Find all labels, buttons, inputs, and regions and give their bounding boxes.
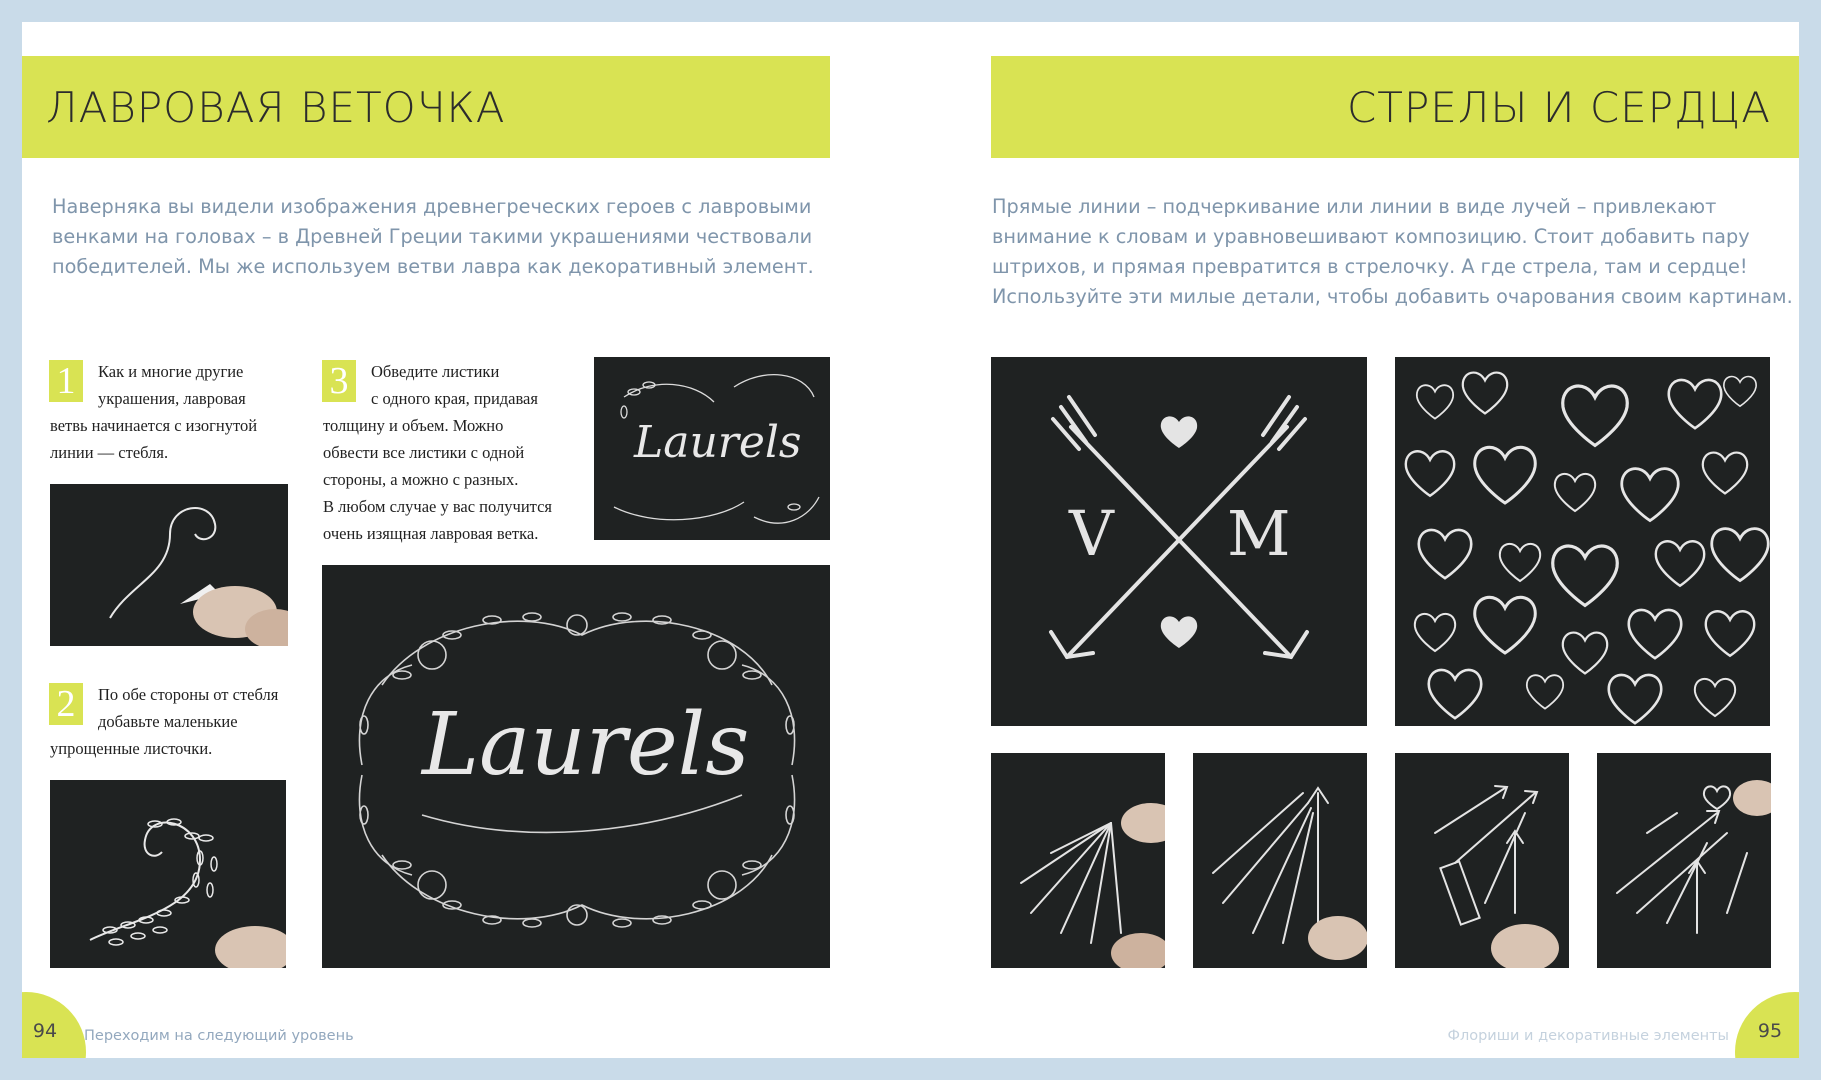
rays-step-1-photo bbox=[991, 753, 1165, 968]
rays-step-2-photo bbox=[1193, 753, 1367, 968]
step-text-line: упрощенные листочки. bbox=[50, 739, 213, 758]
laurels-large-photo bbox=[322, 565, 830, 968]
step-text-line: По обе стороны от стебля bbox=[98, 685, 279, 704]
left-intro bbox=[52, 192, 842, 282]
left-page bbox=[22, 22, 900, 1058]
left-heading-banner bbox=[22, 56, 830, 158]
hearts-drawing bbox=[1395, 357, 1770, 726]
step-3-text bbox=[323, 358, 552, 547]
step-text-line: украшения, лавровая bbox=[98, 389, 246, 408]
step-text-line: стороны, а можно с разных. bbox=[323, 470, 519, 489]
step-text-line: ветвь начинается с изогнутой bbox=[50, 416, 258, 435]
intro-line: штрихов, и прямая превратится в стрелочку. А где стрела, там и сердце! bbox=[992, 255, 1748, 278]
step-text-line: добавьте маленькие bbox=[98, 712, 238, 731]
arrows-set-drawing bbox=[1395, 753, 1569, 968]
intro-line: Наверняка вы видели изображения древнегреческих героев с лавровыми bbox=[52, 195, 812, 218]
right-heading: СТРЕЛЫ И СЕРДЦА bbox=[1346, 82, 1771, 132]
step-1-photo bbox=[50, 484, 288, 646]
stem-chalk-drawing bbox=[50, 484, 288, 646]
rays-drawing bbox=[991, 753, 1165, 968]
step-2-photo bbox=[50, 780, 286, 968]
hearts-photo bbox=[1395, 357, 1770, 726]
laurels-large-word: Laurels bbox=[422, 695, 750, 795]
intro-line: венками на головах – в Древней Греции такими украшениями чествовали bbox=[52, 225, 813, 248]
right-heading-banner bbox=[991, 56, 1799, 158]
right-intro bbox=[992, 192, 1793, 312]
step-2-text bbox=[50, 681, 278, 762]
arrows-step-4-photo bbox=[1597, 753, 1771, 968]
intro-line: Прямые линии – подчеркивание или линии в виде лучей – привлекают bbox=[992, 195, 1717, 218]
step-text-line: с одного края, придавая bbox=[371, 389, 538, 408]
step-text-line: В любом случае у вас получится bbox=[323, 497, 552, 516]
step-text-line: очень изящная лавровая ветка. bbox=[323, 524, 539, 543]
step-text-line: обвести все листики с одной bbox=[323, 443, 525, 462]
step-text-line: Как и многие другие bbox=[98, 362, 244, 381]
monogram-letter-right: M bbox=[1227, 497, 1291, 570]
step-3-number: 3 bbox=[322, 360, 356, 402]
laurels-small-photo bbox=[594, 357, 830, 540]
arrow-ray-drawing bbox=[1193, 753, 1367, 968]
monogram-letter-left: V bbox=[1069, 497, 1114, 570]
right-page-number: 95 bbox=[1757, 1020, 1783, 1042]
intro-line: Используйте эти милые детали, чтобы добавить очарования своим картинам. bbox=[992, 285, 1793, 308]
intro-line: победителей. Мы же используем ветви лавра как декоративный элемент. bbox=[52, 255, 814, 278]
intro-line: внимание к словам и уравновешивают композицию. Стоит добавить пару bbox=[992, 225, 1750, 248]
arrows-heart-drawing bbox=[1597, 753, 1771, 968]
left-page-number: 94 bbox=[32, 1020, 58, 1042]
right-page bbox=[900, 22, 1799, 1058]
leaves-chalk-drawing bbox=[50, 780, 286, 968]
laurels-small-word: Laurels bbox=[634, 417, 802, 468]
right-footer-title: Флориши и декоративные элементы bbox=[1447, 1028, 1729, 1044]
arrows-step-3-photo bbox=[1395, 753, 1569, 968]
step-1-text bbox=[50, 358, 257, 466]
step-text-line: линии — стебля. bbox=[50, 443, 169, 462]
arrows-monogram-photo bbox=[991, 357, 1367, 726]
step-1-number: 1 bbox=[49, 360, 83, 402]
step-text-line: Обведите листики bbox=[371, 362, 500, 381]
step-2-number: 2 bbox=[49, 683, 83, 725]
step-text-line: толщину и объем. Можно bbox=[323, 416, 504, 435]
left-heading: ЛАВРОВАЯ ВЕТОЧКА bbox=[46, 82, 506, 132]
left-footer-title: Переходим на следующий уровень bbox=[84, 1028, 354, 1044]
crossed-arrows-drawing bbox=[991, 357, 1367, 726]
